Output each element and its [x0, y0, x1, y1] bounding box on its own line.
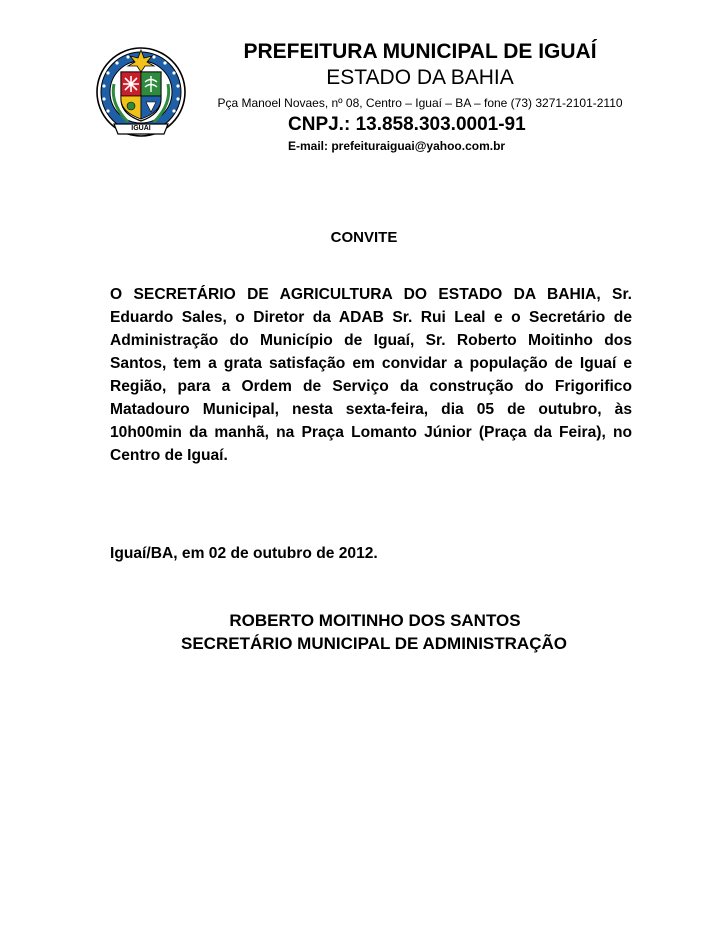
letterhead-email: E-mail: prefeituraiguai@yahoo.com.br: [288, 139, 506, 153]
document-body-paragraph: O SECRETÁRIO DE AGRICULTURA DO ESTADO DA BAHIA, Sr. Eduardo Sales, o Diretor da ADAB Sr. Rui Leal e o Secretário de Administração do Município de Iguaí, Sr. Roberto Moitinho dos Santos, tem a grata satisfação em convidar a população de Iguaí e Região, para a Ordem de Serviço da construção do Frigorifico Matadouro Municipal, nesta sexta-feira, dia 05 de outubro, às 10h00min da manhã, na Praça Lomanto Júnior (Praça da Feira), no Centro de Iguaí.: [110, 286, 632, 464]
letterhead-state: ESTADO DA BAHIA: [326, 66, 514, 89]
municipal-coat-of-arms-icon: [94, 44, 188, 140]
letterhead-title: PREFEITURA MUNICIPAL DE IGUAÍ: [243, 40, 597, 63]
letterhead-cnpj: CNPJ.: 13.858.303.0001-91: [288, 114, 526, 135]
signature-name: ROBERTO MOITINHO DOS SANTOS: [229, 611, 521, 630]
document-title: CONVITE: [330, 229, 398, 246]
document-date-line: Iguaí/BA, em 02 de outubro de 2012.: [110, 545, 378, 562]
signature-role: SECRETÁRIO MUNICIPAL DE ADMINISTRAÇÃO: [181, 634, 567, 653]
crest-label: IGUAÍ: [131, 125, 151, 132]
letterhead-address: Pça Manoel Novaes, nº 08, Centro – Iguaí – BA – fone (73) 3271-2101-2110: [217, 96, 623, 110]
